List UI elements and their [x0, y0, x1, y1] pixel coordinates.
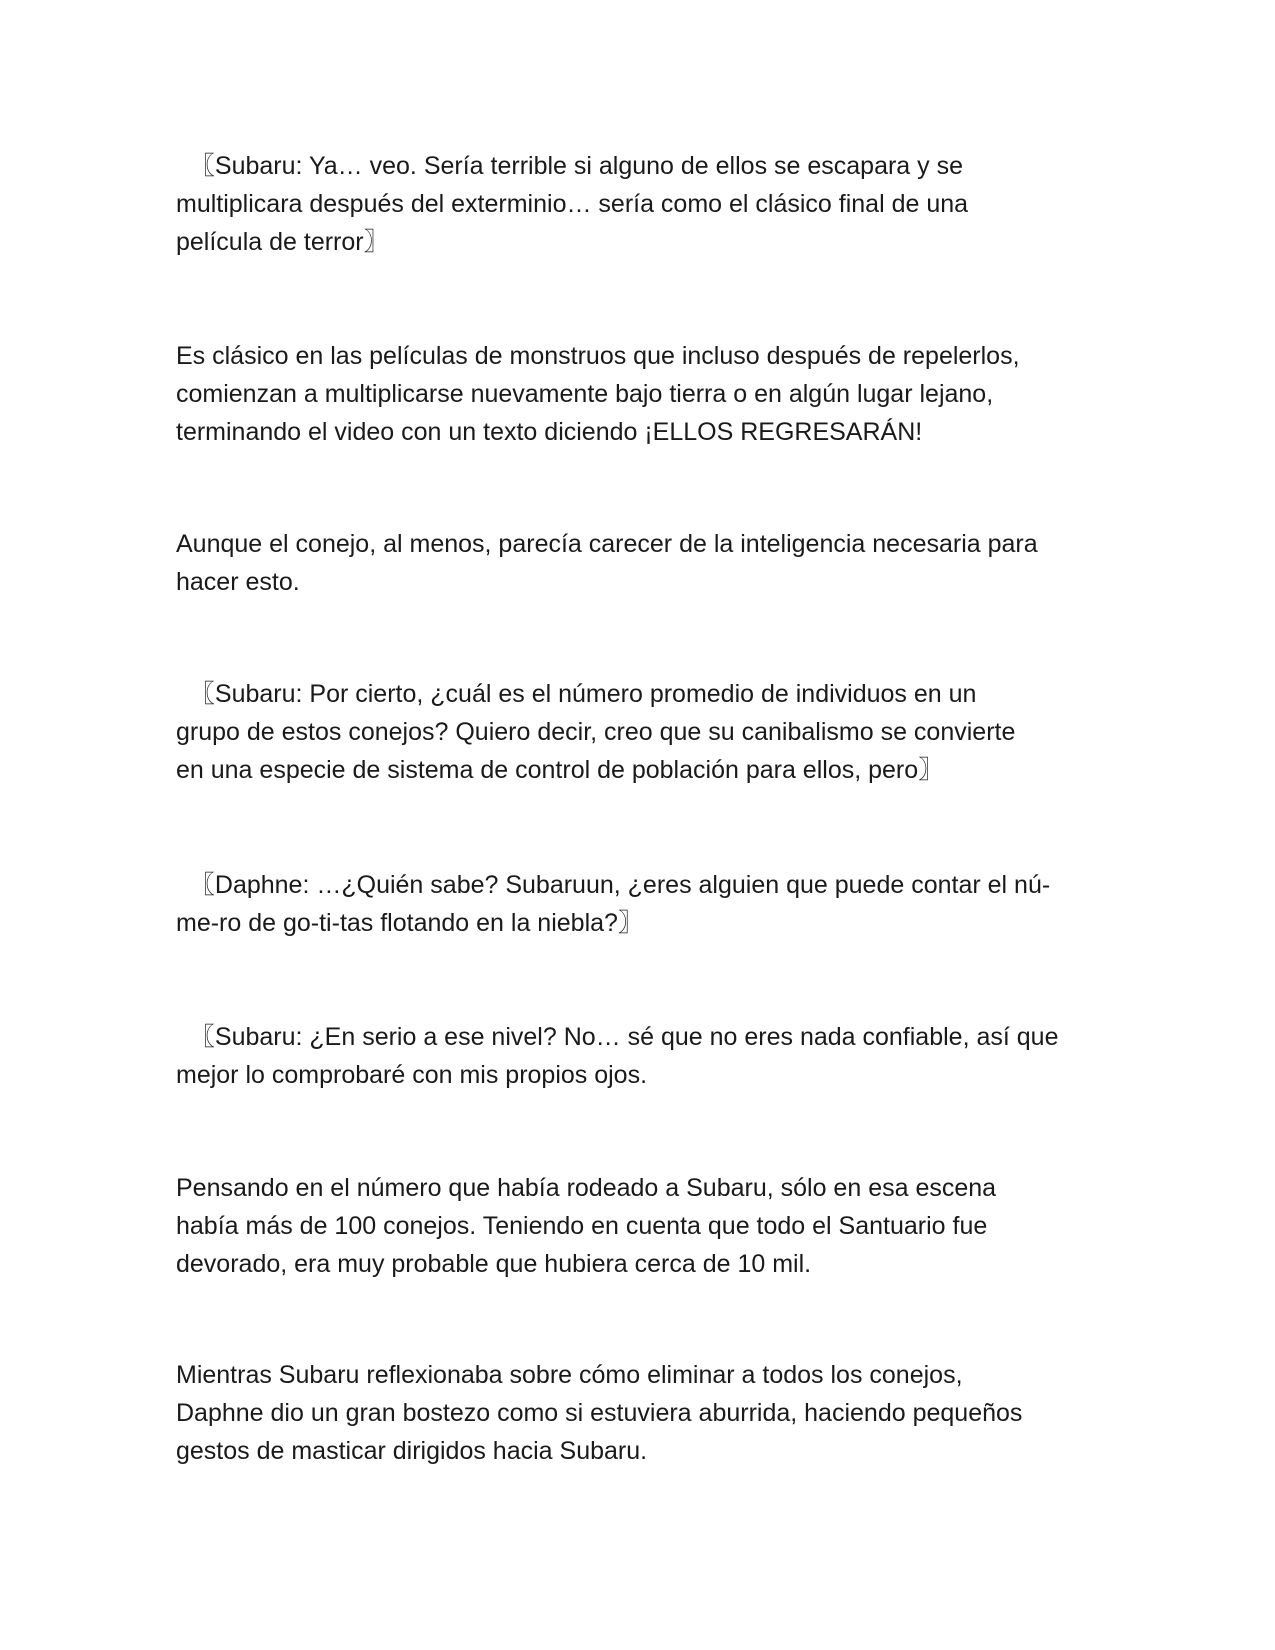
dialogue-subaru-paragraph: 〖Subaru: Ya… veo. Sería terrible si alguno de ellos se escapara y se multiplicara después del exterminio… sería como el clásico final de una película de terror〗 — [176, 152, 969, 256]
narration-paragraph: Aunque el conejo, al menos, parecía carecer de la inteligencia necesaria para hacer esto. — [176, 530, 1038, 596]
narration-paragraph: Es clásico en las películas de monstruos que incluso después de repelerlos, comienzan a multiplicarse nuevamente bajo tierra o en algún lugar lejano, terminando el video con un texto diciendo ¡ELLOS REGRESARÁN! — [176, 342, 1020, 446]
dialogue-daphne-paragraph: 〖Daphne: …¿Quién sabe? Subaruun, ¿eres alguien que puede contar el nú- me-ro de go-ti-tas flotando en la niebla?〗 — [176, 871, 1051, 937]
narration-paragraph: Pensando en el número que había rodeado a Subaru, sólo en esa escena había más de 100 conejos. Teniendo en cuenta que todo el Santuario fue devorado, era muy probable que hubiera cerca de 10 mil. — [176, 1174, 997, 1278]
dialogue-subaru-paragraph: 〖Subaru: Por cierto, ¿cuál es el número promedio de individuos en un grupo de estos conejos? Quiero decir, creo que su canibalismo se convierte en una especie de sistema de control de población para ellos, pero〗 — [176, 680, 1016, 784]
narration-paragraph: Mientras Subaru reflexionaba sobre cómo eliminar a todos los conejos, Daphne dio un gran bostezo como si estuviera aburrida, haciendo pequeños gestos de masticar dirigidos hacia Subaru. — [176, 1361, 1023, 1465]
dialogue-subaru-paragraph: 〖Subaru: ¿En serio a ese nivel? No… sé que no eres nada confiable, así que mejor lo comprobaré con mis propios ojos. — [176, 1023, 1059, 1089]
